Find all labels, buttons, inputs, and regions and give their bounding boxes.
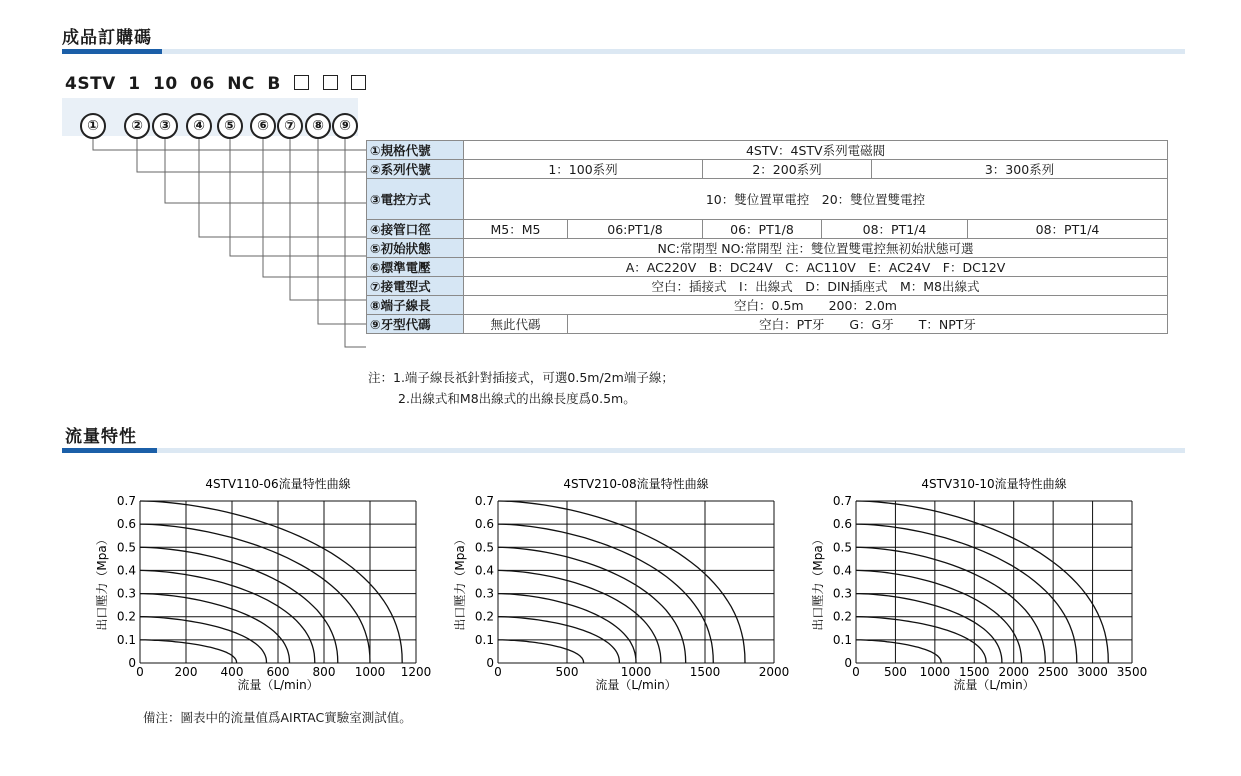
y-tick-label: 0.7 xyxy=(474,494,494,508)
series-line-3 xyxy=(856,547,1045,663)
note-line-1: 注：1.端子線長祇針對插接式，可選0.5m/2m端子線； xyxy=(368,370,674,385)
x-tick-label: 1500 xyxy=(689,665,721,679)
x-tick-label: 400 xyxy=(220,665,244,679)
row-value: 空白：插接式 I：出線式 D：DIN插座式 M：M8出線式 xyxy=(464,277,1168,296)
x-tick-label: 0 xyxy=(494,665,502,679)
x-tick-label: 1000 xyxy=(354,665,386,679)
series-line-3 xyxy=(498,547,686,663)
y-tick-label: 0 xyxy=(128,656,136,670)
y-tick-label: 0.3 xyxy=(116,586,136,601)
series-line-1 xyxy=(140,501,402,663)
table-row xyxy=(367,258,1168,277)
row-label: ①規格代號 xyxy=(367,141,464,160)
y-tick-label: 0.1 xyxy=(474,632,494,647)
footer-note: 備注：圖表中的流量值爲AIRTAC實驗室測試值。 xyxy=(143,710,412,725)
x-tick-label: 600 xyxy=(266,665,290,679)
order-code-example xyxy=(65,74,366,94)
x-tick-label: 500 xyxy=(883,665,907,679)
note-line-2: 2.出線式和M8出線式的出線長度爲0.5m。 xyxy=(398,391,636,406)
y-tick-label: 0.3 xyxy=(474,586,494,601)
section-title-flow: 流量特性 xyxy=(65,427,137,447)
row-label: ⑧端子線長 xyxy=(367,296,464,315)
y-tick-label: 0.3 xyxy=(832,586,852,601)
x-axis-label: 流量（L/min） xyxy=(595,678,677,692)
code-marker-9: ⑨ xyxy=(332,113,358,139)
code-marker-6: ⑥ xyxy=(250,113,276,139)
code-part-model: 4STV xyxy=(65,74,116,94)
table-row xyxy=(367,315,1168,334)
x-tick-label: 1000 xyxy=(620,665,652,679)
row-value: 1：100系列 xyxy=(464,160,703,179)
row-value: 無此代碼 xyxy=(464,315,568,334)
section-title-order-code: 成品訂購碼 xyxy=(62,28,152,48)
chart-title: 4STV110-06流量特性曲線 xyxy=(205,477,351,491)
x-axis-label: 流量（L/min） xyxy=(237,678,319,692)
table-row xyxy=(367,179,1168,220)
series-line-7 xyxy=(140,640,237,663)
row-value: 06:PT1/8 xyxy=(568,220,703,239)
row-value: A：AC220V B：DC24V C：AC110V E：AC24V F：DC12V xyxy=(464,258,1168,277)
code-marker-7: ⑦ xyxy=(277,113,303,139)
section-divider xyxy=(62,448,1185,453)
y-tick-label: 0.1 xyxy=(832,632,852,647)
x-tick-label: 1200 xyxy=(400,665,432,679)
code-marker-8: ⑧ xyxy=(305,113,331,139)
y-tick-label: 0.6 xyxy=(116,517,136,532)
code-placeholder-box xyxy=(351,75,366,90)
y-tick-label: 0.4 xyxy=(832,563,852,578)
x-tick-label: 0 xyxy=(136,665,144,679)
code-placeholder-box xyxy=(294,75,309,90)
y-axis-label: 出口壓力（Mpa） xyxy=(453,533,467,631)
series-line-1 xyxy=(856,501,1108,663)
row-label: ⑥標準電壓 xyxy=(367,258,464,277)
code-part-state: NC xyxy=(227,74,255,94)
row-value: 3：300系列 xyxy=(872,160,1168,179)
series-line-7 xyxy=(856,640,941,663)
row-label: ⑦接電型式 xyxy=(367,277,464,296)
table-row xyxy=(367,141,1168,160)
series-line-3 xyxy=(140,547,338,663)
flow-chart-4stv210 xyxy=(448,472,808,702)
y-tick-label: 0.5 xyxy=(474,540,494,555)
series-line-5 xyxy=(140,594,290,663)
code-part-series: 1 xyxy=(128,74,141,94)
row-label: ②系列代號 xyxy=(367,160,464,179)
x-tick-label: 1500 xyxy=(959,665,990,679)
row-value: 08：PT1/4 xyxy=(968,220,1168,239)
chart-title: 4STV210-08流量特性曲線 xyxy=(563,477,709,491)
x-tick-label: 200 xyxy=(174,665,198,679)
series-line-7 xyxy=(498,640,584,663)
y-tick-label: 0.2 xyxy=(474,609,494,624)
y-tick-label: 0.5 xyxy=(116,540,136,555)
code-part-port: 06 xyxy=(190,74,215,94)
row-value: 空白：0.5m 200：2.0m xyxy=(464,296,1168,315)
x-tick-label: 3500 xyxy=(1116,665,1148,679)
x-tick-label: 800 xyxy=(312,665,336,679)
x-tick-label: 2000 xyxy=(758,665,790,679)
y-tick-label: 0.5 xyxy=(832,540,852,555)
table-row xyxy=(367,220,1168,239)
table-row xyxy=(367,160,1168,179)
code-marker-3: ③ xyxy=(152,113,178,139)
x-tick-label: 2500 xyxy=(1037,665,1069,679)
row-label: ⑤初始狀態 xyxy=(367,239,464,258)
y-tick-label: 0.1 xyxy=(116,632,136,647)
row-label: ③電控方式 xyxy=(367,179,464,220)
row-label: ④接管口徑 xyxy=(367,220,464,239)
row-value: 08：PT1/4 xyxy=(822,220,968,239)
y-tick-label: 0.7 xyxy=(116,494,136,508)
code-marker-1: ① xyxy=(80,113,106,139)
table-row xyxy=(367,296,1168,315)
y-tick-label: 0.2 xyxy=(116,609,136,624)
flow-chart-4stv310 xyxy=(806,472,1166,702)
row-value: 4STV：4STV系列電磁閥 xyxy=(464,141,1168,160)
code-marker-5: ⑤ xyxy=(217,113,243,139)
section-divider xyxy=(62,49,1185,54)
y-tick-label: 0 xyxy=(486,656,494,670)
y-axis-label: 出口壓力（Mpa） xyxy=(95,533,109,631)
code-marker-2: ② xyxy=(124,113,150,139)
x-tick-label: 3000 xyxy=(1077,665,1108,679)
y-tick-label: 0.4 xyxy=(116,563,136,578)
row-value: 2：200系列 xyxy=(703,160,872,179)
row-value: M5：M5 xyxy=(464,220,568,239)
series-line-1 xyxy=(498,501,745,663)
order-code-table xyxy=(366,140,1168,334)
table-row xyxy=(367,239,1168,258)
row-value: 10：雙位置單電控 20：雙位置雙電控 xyxy=(464,179,1168,220)
row-value: 06：PT1/8 xyxy=(703,220,822,239)
y-tick-label: 0.6 xyxy=(832,517,852,532)
flow-chart-4stv110 xyxy=(90,472,450,702)
x-axis-label: 流量（L/min） xyxy=(953,678,1035,692)
row-value: NC:常閉型 NO:常開型 注：雙位置雙電控無初始狀態可選 xyxy=(464,239,1168,258)
row-label: ⑨牙型代碼 xyxy=(367,315,464,334)
y-tick-label: 0.6 xyxy=(474,517,494,532)
y-tick-label: 0.2 xyxy=(832,609,852,624)
x-tick-label: 500 xyxy=(555,665,579,679)
code-marker-4: ④ xyxy=(186,113,212,139)
x-tick-label: 1000 xyxy=(919,665,951,679)
x-tick-label: 0 xyxy=(852,665,860,679)
code-part-voltage: B xyxy=(267,74,281,94)
x-tick-label: 2000 xyxy=(998,665,1029,679)
series-line-5 xyxy=(856,594,1002,663)
code-placeholder-box xyxy=(323,75,338,90)
y-tick-label: 0 xyxy=(844,656,852,670)
y-axis-label: 出口壓力（Mpa） xyxy=(811,533,825,631)
y-tick-label: 0.4 xyxy=(474,563,494,578)
y-tick-label: 0.7 xyxy=(832,494,852,508)
table-row xyxy=(367,277,1168,296)
code-part-control: 10 xyxy=(153,74,178,94)
chart-title: 4STV310-10流量特性曲線 xyxy=(921,477,1067,491)
row-value: 空白：PT牙 G：G牙 T：NPT牙 xyxy=(568,315,1168,334)
